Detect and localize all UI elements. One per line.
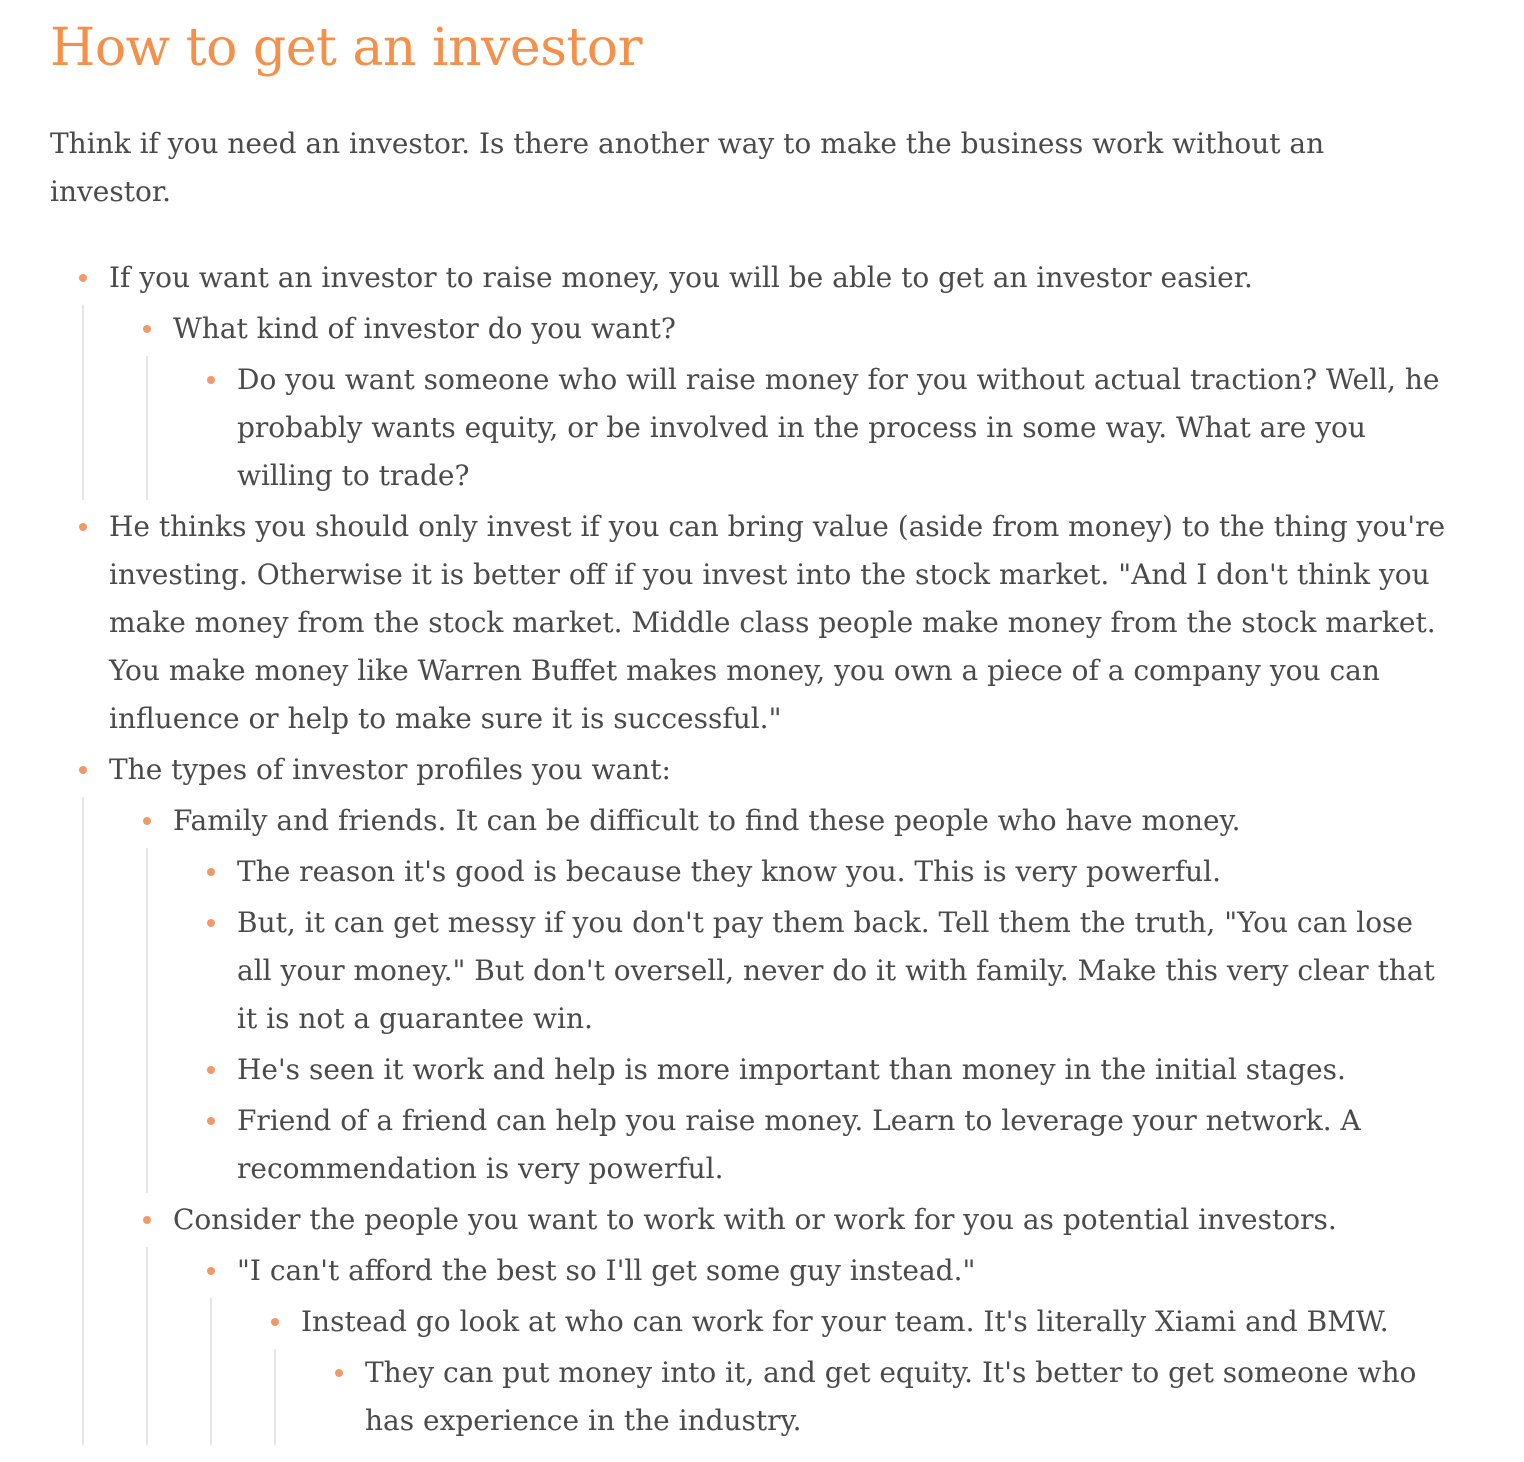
- bullet-icon: [207, 376, 215, 384]
- list-item: [237, 848, 1450, 896]
- list-item: [173, 1196, 1450, 1445]
- list-item: [109, 746, 1450, 1445]
- list-item: [173, 797, 1450, 1193]
- nested-list: [301, 1349, 1450, 1445]
- nested-list: [173, 1247, 1450, 1445]
- list-item-text: He thinks you should only invest if you can bring value (aside from money) to the thing you're investing. Otherwise it is better off if you invest into the stock market. "And I don't think you make money from the stock market. Middle class people make money from the stock market. You make money like Warren Buffet makes money, you own a piece of a company you can influence or help to make sure it is successful.": [109, 510, 1446, 735]
- list-item-text: They can put money into it, and get equity. It's better to get someone who has experience in the industry.: [365, 1356, 1417, 1437]
- bullet-icon: [79, 274, 87, 282]
- list-item: [109, 254, 1450, 500]
- list-item: [237, 1097, 1450, 1193]
- bullet-icon: [79, 523, 87, 531]
- list-item-text: Consider the people you want to work with or work for you as potential investors.: [173, 1203, 1337, 1236]
- list-item-text: But, it can get messy if you don't pay them back. Tell them the truth, "You can lose all your money." But don't oversell, never do it with family. Make this very clear that it is not a guarantee win.: [237, 906, 1435, 1035]
- intro-paragraph: Think if you need an investor. Is there another way to make the business work without an investor.: [50, 127, 1325, 208]
- bullet-icon: [79, 766, 87, 774]
- nested-list: [173, 356, 1450, 500]
- bullet-icon: [207, 1267, 215, 1275]
- list-item-text: The types of investor profiles you want:: [109, 753, 671, 786]
- list-item: [301, 1298, 1450, 1445]
- list-item-text: Family and friends. It can be difficult to find these people who have money.: [173, 804, 1241, 837]
- list-item-text: Friend of a friend can help you raise money. Learn to leverage your network. A recommendation is very powerful.: [237, 1104, 1361, 1185]
- bullet-icon: [335, 1369, 343, 1377]
- list-item-text: The reason it's good is because they know you. This is very powerful.: [237, 855, 1222, 888]
- list-item: [237, 1046, 1450, 1094]
- nested-list: [109, 305, 1450, 500]
- list-item: [237, 899, 1450, 1043]
- bullet-icon: [143, 817, 151, 825]
- bullet-icon: [271, 1318, 279, 1326]
- bullet-icon: [207, 1066, 215, 1074]
- nested-list: [173, 848, 1450, 1193]
- bullet-icon: [207, 868, 215, 876]
- nested-list: [109, 797, 1450, 1445]
- page-title: How to get an investor: [50, 18, 642, 78]
- bullet-icon: [207, 919, 215, 927]
- list-item: [109, 503, 1450, 743]
- list-item: [365, 1349, 1450, 1445]
- list-item-text: Instead go look at who can work for your team. It's literally Xiami and BMW.: [301, 1305, 1389, 1338]
- bullet-icon: [143, 1216, 151, 1224]
- bullet-list: [50, 254, 1450, 1445]
- bullet-icon: [143, 325, 151, 333]
- list-item-text: "I can't afford the best so I'll get some guy instead.": [237, 1254, 976, 1287]
- list-item-text: He's seen it work and help is more important than money in the initial stages.: [237, 1053, 1346, 1086]
- list-item: [237, 1247, 1450, 1445]
- bullet-icon: [207, 1117, 215, 1125]
- nested-list: [237, 1298, 1450, 1445]
- list-item: [237, 356, 1450, 500]
- list-item-text: If you want an investor to raise money, you will be able to get an investor easier.: [109, 261, 1253, 294]
- list-item-text: What kind of investor do you want?: [173, 312, 676, 345]
- list-item-text: Do you want someone who will raise money for you without actual traction? Well, he probably wants equity, or be involved in the process in some way. What are you willing to trade?: [237, 363, 1440, 492]
- list-item: [173, 305, 1450, 500]
- document: [50, 14, 1450, 1445]
